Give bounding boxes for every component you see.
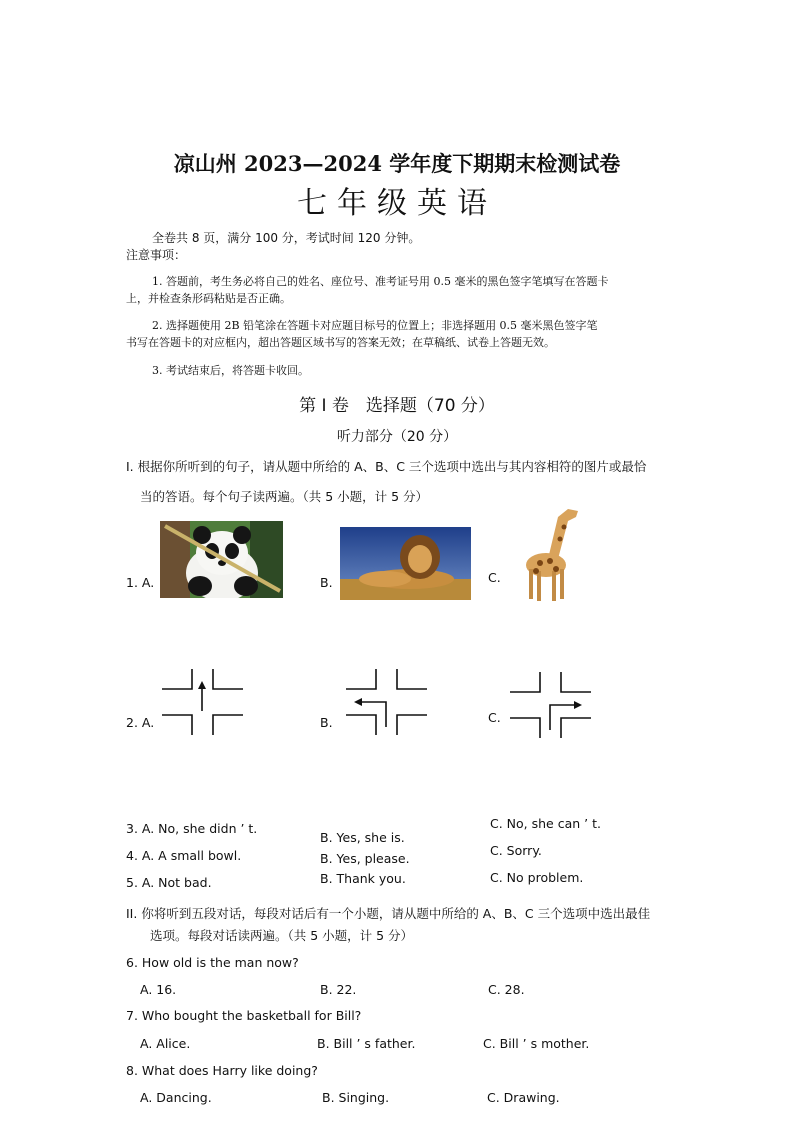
q6-option-a: A. 16. (140, 982, 177, 997)
q3-option-b: B. Yes, she is. (320, 830, 405, 845)
q7-option-b: B. Bill ’ s father. (317, 1036, 416, 1051)
notes-heading: 注意事项： (126, 248, 187, 262)
q2-option-b-label: B. (320, 715, 333, 730)
turn-left-sign-icon (344, 667, 429, 737)
part-title: 第 I 卷 选择题（70 分） (299, 396, 495, 416)
q5-option-a: 5. A. Not bad. (126, 875, 212, 890)
q3-option-a: 3. A. No, she didn ’ t. (126, 821, 258, 836)
q4-option-b: B. Yes, please. (320, 851, 410, 866)
panda-photo-icon (160, 521, 283, 598)
q5-option-b: B. Thank you. (320, 871, 406, 886)
q7-option-c: C. Bill ’ s mother. (483, 1036, 590, 1051)
q6-option-b: B. 22. (320, 982, 357, 997)
q8-option-a: A. Dancing. (140, 1090, 212, 1105)
note-2-line-2: 书写在答题卡的对应框内，超出答题区域书写的答案无效；在草稿纸、试卷上答题无效。 (126, 336, 555, 349)
section-1-instruction-line-2: 当的答语。每个句子读两遍。（共 5 小题，计 5 分） (140, 489, 429, 504)
exam-subject: 七年级英语 (297, 186, 497, 221)
lion-photo-icon (340, 527, 471, 600)
q1-option-c-label: C. (488, 570, 501, 585)
section-1-instruction-line-1: I. 根据你所听到的句子，请从题中所给的 A、B、C 三个选项中选出与其内容相符的图片或最恰 (126, 459, 647, 474)
q4-option-a: 4. A. A small bowl. (126, 848, 242, 863)
listening-title: 听力部分（20 分） (336, 429, 458, 445)
section-2-instruction-line-1: II. 你将听到五段对话，每段对话后有一个小题，请从题中所给的 A、B、C 三个选项中选出最佳 (126, 906, 651, 921)
q3-option-c: C. No, she can ’ t. (490, 816, 601, 831)
turn-right-sign-icon (508, 670, 593, 740)
exam-info: 全卷共 8 页，满分 100 分，考试时间 120 分钟。 (152, 231, 421, 245)
section-2-instruction-line-2: 选项。每段对话读两遍。（共 5 小题，计 5 分） (150, 928, 414, 943)
q8-question: 8. What does Harry like doing? (126, 1063, 318, 1078)
q8-option-b: B. Singing. (322, 1090, 390, 1105)
q5-option-c: C. No problem. (490, 870, 584, 885)
q1-option-b-label: B. (320, 575, 333, 590)
q2-option-c-label: C. (488, 710, 501, 725)
go-straight-sign-icon (160, 667, 245, 737)
q1-option-a-label: 1. A. (126, 575, 155, 590)
q2-option-a-label: 2. A. (126, 715, 155, 730)
note-2-line-1: 2. 选择题使用 2B 铅笔涂在答题卡对应题目标号的位置上；非选择题用 0.5 毫米黑色签字笔 (152, 319, 598, 332)
exam-title: 凉山州 2023—2024 学年度下期期末检测试卷 (173, 151, 621, 176)
note-3: 3. 考试结束后，将答题卡收回。 (152, 364, 309, 377)
q7-question: 7. Who bought the basketball for Bill? (126, 1008, 362, 1023)
giraffe-photo-icon (512, 503, 590, 603)
q7-option-a: A. Alice. (140, 1036, 191, 1051)
q6-question: 6. How old is the man now? (126, 955, 299, 970)
note-1-line-2: 上，并检查条形码粘贴是否正确。 (126, 292, 291, 305)
q4-option-c: C. Sorry. (490, 843, 542, 858)
q6-option-c: C. 28. (488, 982, 525, 997)
note-1-line-1: 1. 答题前，考生务必将自己的姓名、座位号、准考证号用 0.5 毫米的黑色签字笔填写在答题卡 (152, 275, 609, 288)
q8-option-c: C. Drawing. (487, 1090, 560, 1105)
